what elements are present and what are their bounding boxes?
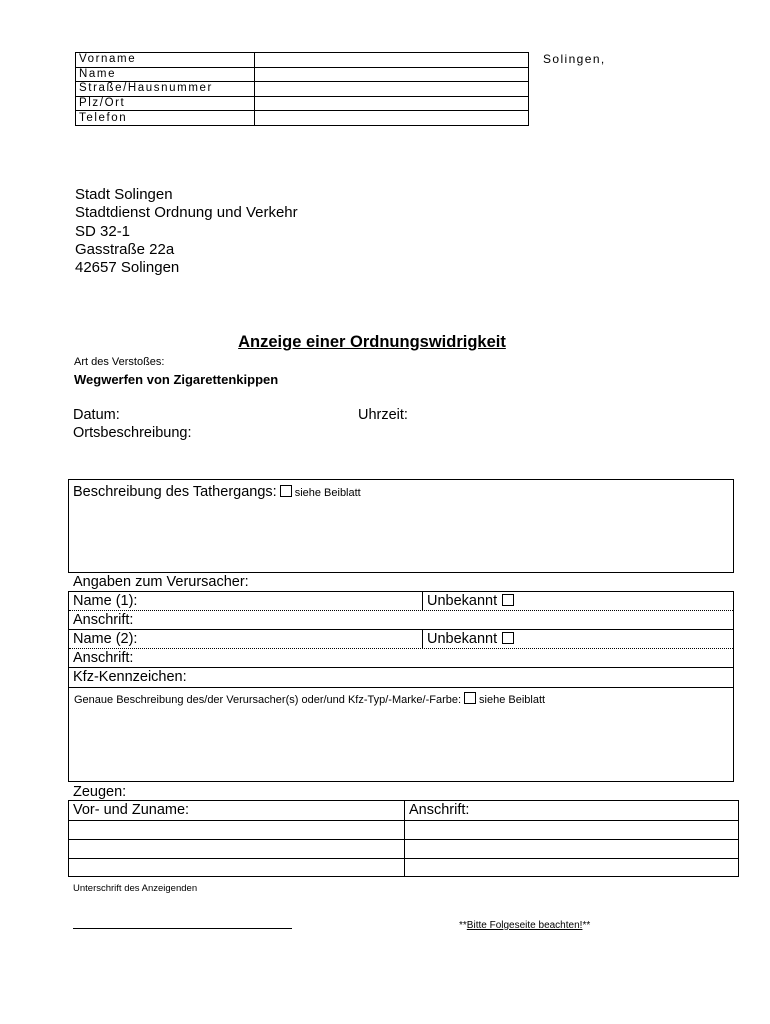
vorname-field[interactable]: [255, 53, 529, 68]
unknown2: [427, 631, 517, 647]
details-header: [74, 692, 545, 706]
offender-row-name1: [69, 592, 733, 611]
column-divider: [422, 630, 423, 648]
document-title: Anzeige einer Ordnungswidrigkeit: [238, 333, 506, 351]
plate-label[interactable]: Kfz-Kennzeichen:: [73, 669, 187, 685]
sender-row-street: [76, 82, 529, 97]
witness-address-header: Anschrift:: [409, 802, 470, 818]
description-label: Beschreibung des Tathergangs:: [73, 484, 277, 500]
street-field[interactable]: [255, 82, 529, 97]
name1-label[interactable]: Name (1):: [73, 593, 138, 609]
sender-row-vorname: [76, 53, 529, 68]
offender-box: [68, 591, 734, 782]
description-checkbox[interactable]: [280, 485, 292, 497]
details-label: Genaue Beschreibung des/der Verursacher(s) oder/und Kfz-Typ/-Marke/-Farbe:: [74, 694, 462, 706]
offender-row-name2: [69, 630, 733, 649]
violation-value: Wegwerfen von Zigarettenkippen: [74, 372, 279, 387]
address-line: 42657 Solingen: [75, 259, 180, 277]
time-label[interactable]: Uhrzeit:: [358, 407, 408, 423]
location-label[interactable]: Ortsbeschreibung:: [73, 425, 192, 441]
witness1-address-cell[interactable]: [405, 821, 738, 839]
offender-row-plate: [69, 668, 733, 688]
unknown2-checkbox[interactable]: [502, 632, 514, 644]
sender-label: Name: [76, 67, 255, 82]
description-checkbox-label: siehe Beiblatt: [294, 487, 361, 499]
violation-label: Art des Verstoßes:: [74, 356, 165, 368]
sender-table: [75, 52, 529, 126]
offender-row-address2: [69, 649, 733, 668]
name2-label[interactable]: Name (2):: [73, 631, 138, 647]
witness3-name-cell[interactable]: [69, 859, 404, 877]
sender-label: Straße/Hausnummer: [76, 82, 255, 97]
description-box[interactable]: [68, 479, 734, 573]
address-line: Gasstraße 22a: [75, 240, 175, 258]
phone-field[interactable]: [255, 111, 529, 126]
address1-label[interactable]: Anschrift:: [73, 612, 134, 628]
unknown1-label: Unbekannt: [427, 593, 498, 609]
address-line: SD 32-1: [75, 222, 131, 240]
unknown2-label: Unbekannt: [427, 631, 498, 647]
witness1-name-cell[interactable]: [69, 821, 404, 839]
address2-label[interactable]: Anschrift:: [73, 650, 134, 666]
sender-label: Plz/Ort: [76, 96, 255, 111]
witness-name-header: Vor- und Zuname:: [73, 802, 190, 818]
sender-label: Vorname: [76, 53, 255, 68]
witnesses-heading: Zeugen:: [73, 784, 127, 800]
unknown1-checkbox[interactable]: [502, 594, 514, 606]
description-header: [73, 483, 361, 501]
sender-label: Telefon: [76, 111, 255, 126]
sender-row-zip: [76, 96, 529, 111]
witnesses-table: [68, 800, 739, 877]
zip-city-field[interactable]: [255, 96, 529, 111]
date-label[interactable]: Datum:: [73, 407, 120, 423]
name-field[interactable]: [255, 67, 529, 82]
witness2-address-cell[interactable]: [405, 840, 738, 858]
offender-row-address1: [69, 611, 733, 630]
address-line: Stadt Solingen: [75, 186, 173, 203]
note-suffix: **: [582, 920, 591, 931]
signature-label: Unterschrift des Anzeigenden: [73, 883, 198, 894]
note-text: Bitte Folgeseite beachten!: [466, 920, 583, 931]
offender-details[interactable]: [69, 688, 733, 781]
signature-line[interactable]: [73, 928, 292, 929]
witness3-address-cell[interactable]: [405, 859, 738, 877]
sender-row-phone: [76, 111, 529, 126]
recipient-address: [75, 186, 298, 277]
sender-row-name: [76, 67, 529, 82]
details-checkbox[interactable]: [464, 692, 476, 704]
column-divider: [422, 592, 423, 610]
details-checkbox-label: siehe Beiblatt: [479, 694, 546, 706]
address-line: Stadtdienst Ordnung und Verkehr: [75, 204, 298, 222]
offender-heading: Angaben zum Verursacher:: [73, 574, 249, 590]
unknown1: [427, 593, 517, 609]
place-date: Solingen,: [543, 52, 606, 66]
note-prefix: **: [459, 920, 467, 931]
witness2-name-cell[interactable]: [69, 840, 404, 858]
footer-note: [459, 920, 590, 931]
